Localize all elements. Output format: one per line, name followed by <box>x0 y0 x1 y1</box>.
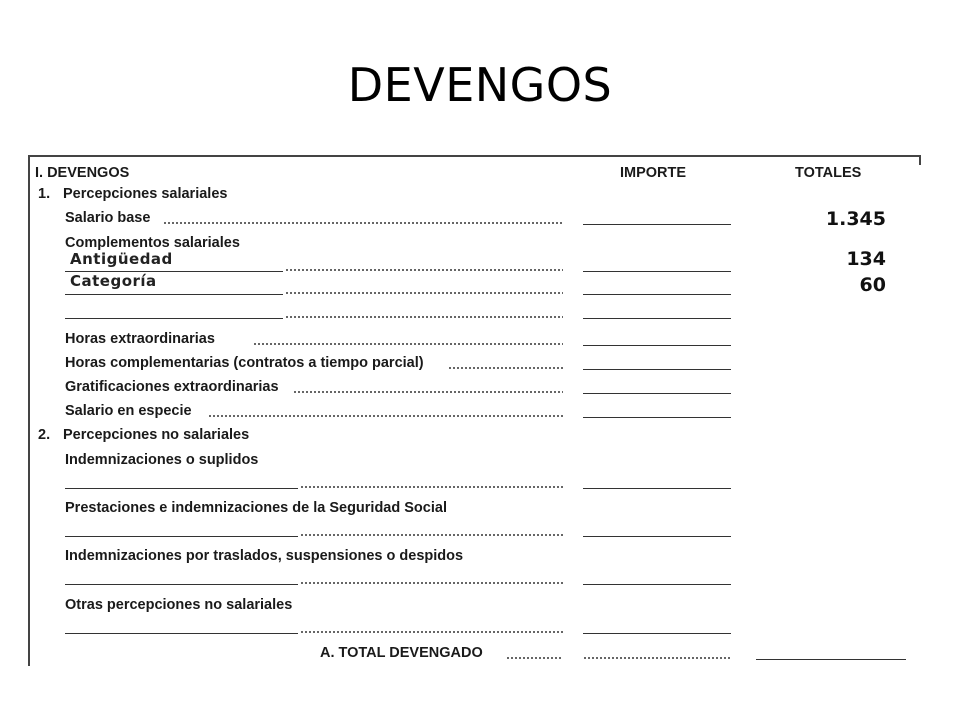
label-complementos-salariales: Complementos salariales <box>65 235 240 251</box>
importe-line <box>583 369 731 370</box>
leader-dots <box>300 582 563 584</box>
totales-line <box>756 659 906 660</box>
importe-line <box>583 536 731 537</box>
slide-title: DEVENGOS <box>347 58 613 112</box>
importe-line <box>583 318 731 319</box>
leader-dots <box>253 343 563 345</box>
label-indemnizaciones-traslados: Indemnizaciones por traslados, suspensiones o despidos <box>65 548 464 564</box>
blank-line <box>65 488 298 489</box>
label-salario-base: Salario base <box>65 210 151 226</box>
payroll-devengos-form <box>28 155 921 666</box>
importe-line <box>583 271 731 272</box>
label-prestaciones-seguridad-social: Prestaciones e indemnizaciones de la Seguridad Social <box>65 500 447 516</box>
blank-line <box>65 584 298 585</box>
blank-line <box>65 294 283 295</box>
group1-number: 1. <box>38 186 51 202</box>
leader-dots <box>285 269 563 271</box>
group2-number: 2. <box>38 427 51 443</box>
label-horas-extraordinarias: Horas extraordinarias <box>65 331 215 347</box>
importe-line <box>583 224 731 225</box>
importe-line <box>583 417 731 418</box>
form-top-border <box>28 155 921 157</box>
importe-line <box>583 393 731 394</box>
importe-line <box>583 584 731 585</box>
form-left-border <box>28 155 30 666</box>
leader-dots <box>448 367 563 369</box>
label-horas-complementarias: Horas complementarias (contratos a tiempo parcial) <box>65 355 424 371</box>
importe-line <box>583 345 731 346</box>
importe-line <box>583 294 731 295</box>
leader-dots <box>285 316 563 318</box>
value-antiguedad: 134 <box>846 248 886 270</box>
section-heading: I. DEVENGOS <box>35 165 130 181</box>
blank-line <box>65 633 298 634</box>
annotation-categoria: Categoría <box>70 272 157 290</box>
leader-dots <box>300 534 563 536</box>
leader-dots <box>300 631 563 633</box>
label-salario-en-especie: Salario en especie <box>65 403 192 419</box>
column-header-totales: TOTALES <box>795 165 862 181</box>
form-right-border <box>919 155 921 165</box>
importe-line <box>583 488 731 489</box>
blank-line <box>65 318 283 319</box>
group1-title: Percepciones salariales <box>63 186 228 202</box>
total-salario-base: 1.345 <box>825 208 886 230</box>
label-otras-percepciones: Otras percepciones no salariales <box>65 597 293 613</box>
importe-line <box>583 633 731 634</box>
column-header-importe: IMPORTE <box>620 165 687 181</box>
label-total-devengado: A. TOTAL DEVENGADO <box>320 645 483 661</box>
leader-dots <box>285 292 563 294</box>
label-gratificaciones-extraordinarias: Gratificaciones extraordinarias <box>65 379 279 395</box>
blank-line <box>65 536 298 537</box>
group2-title: Percepciones no salariales <box>63 427 250 443</box>
leader-dots <box>163 222 563 224</box>
annotation-antiguedad: Antigüedad <box>70 250 173 268</box>
label-indemnizaciones-suplidos: Indemnizaciones o suplidos <box>65 452 259 468</box>
leader-dots <box>300 486 563 488</box>
value-categoria: 60 <box>859 274 886 296</box>
leader-dots <box>208 415 563 417</box>
leader-dots <box>293 391 563 393</box>
leader-dots <box>506 657 563 659</box>
importe-dotted-line <box>583 657 731 659</box>
